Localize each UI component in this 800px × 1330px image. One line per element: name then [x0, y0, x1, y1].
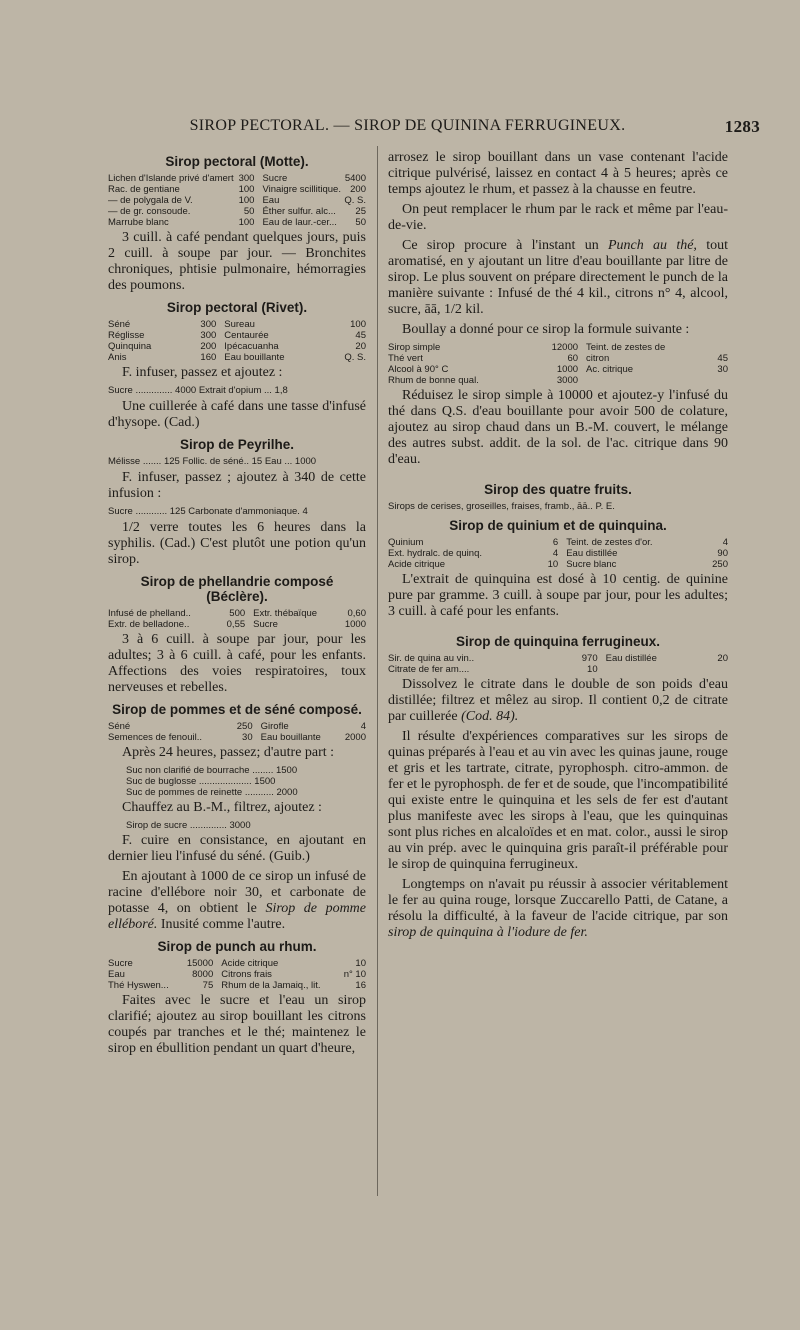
ingredient-qty: 10 [547, 559, 559, 570]
ingredient-qty: 90 [717, 548, 728, 559]
running-header [125, 117, 760, 141]
ingredient-qty: 300 [200, 319, 217, 330]
ingredient-sublist [108, 765, 366, 798]
ingredient-name: Semences de fenouil.. [108, 732, 203, 743]
page-number: 1283 [724, 117, 760, 136]
ingredient-name: Teint. de zestes de [586, 342, 666, 353]
ingredient-row [388, 559, 728, 570]
ingredients-table [108, 319, 366, 363]
text-run: Ce sirop procure à l'instant un [402, 238, 608, 253]
ingredient-qty: Q. S. [344, 352, 366, 363]
ingredient-qty: 45 [717, 353, 728, 364]
section-title: Sirop de quinquina ferrugineux. [455, 634, 660, 649]
section-title: Sirop des quatre fruits. [484, 482, 632, 497]
ingredient-name: Quinium [388, 537, 424, 548]
paragraph [388, 677, 728, 725]
ingredient-row [388, 548, 728, 559]
ingredient-name: Séné [108, 319, 131, 330]
ingredient-name: Eau de laur.-cer... [262, 217, 337, 228]
ingredient-qty: 6 [552, 537, 559, 548]
ingredient-name: Eau [262, 195, 280, 206]
ingredient-line: Suc de pommes de reinette ........... 2000 [126, 787, 298, 798]
ingredient-name: Acide citrique [388, 559, 446, 570]
paragraph: Une cuillerée à café dans une tasse d'infusé d'hysope. (Cad.) [108, 399, 366, 430]
ingredient-qty: 200 [200, 341, 217, 352]
ingredient-name: Sucre [253, 619, 278, 630]
ingredient-qty: 20 [355, 341, 366, 352]
ingredient-line: Sirop de sucre .............. 3000 [126, 820, 251, 831]
ingredient-qty [711, 375, 728, 386]
paragraph: F. cuire en consistance, en ajoutant en dernier lieu l'infusé du séné. (Guib.) [108, 833, 366, 864]
ingredient-row [108, 958, 366, 969]
ingredient-qty [711, 342, 728, 353]
paragraph: Faites avec le sucre et l'eau un sirop clarifié; ajoutez au sirop bouillant les citrons coupés par tranches et le thé; maintenez le sirop en ébullition pendant un quart d'heure, [108, 993, 366, 1056]
ingredient-name: Alcool à 90° C [388, 364, 449, 375]
ingredient-qty: Q. S. [344, 195, 366, 206]
right-column [388, 148, 728, 945]
ingredient-qty: 15000 [186, 958, 214, 969]
ingredient-name: citron [586, 353, 610, 364]
ingredient-sublist [108, 820, 366, 831]
running-title: SIROP PECTORAL. — SIROP DE QUININA FERRUGINEUX. [189, 117, 626, 134]
ingredient-qty: 100 [238, 195, 255, 206]
ingredient-row [388, 375, 728, 386]
section-title: Sirop de pommes et de séné composé. [112, 702, 362, 717]
ingredient-name: Infusé de phelland.. [108, 608, 191, 619]
ingredient-name: Eau distillée [566, 548, 618, 559]
ingredient-name: Extr. de belladone.. [108, 619, 190, 630]
ingredient-name: Quinquina [108, 341, 152, 352]
paragraph: 3 cuill. à café pendant quelques jours, puis 2 cuill. à soupe par jour. — Bronchites chroniques, phtisie pulmonaire, hémorragies des poumons. [108, 230, 366, 293]
ingredient-name: Teint. de zestes d'or. [566, 537, 653, 548]
ingredient-row [108, 217, 366, 228]
paragraph: Boullay a donné pour ce sirop la formule suivante : [402, 322, 690, 337]
ingredient-qty: 4 [722, 537, 728, 548]
paragraph: F. infuser, passez et ajoutez : [122, 365, 283, 380]
ingredient-qty: 0,55 [226, 619, 246, 630]
ingredient-qty: 30 [717, 364, 728, 375]
paragraph: Réduisez le sirop simple à 10000 et ajoutez-y l'infusé du thé dans Q.S. d'eau bouillante pour avoir 500 de colature, ajoutez au sirop chaud dans un B.-M. couvert, le mélange des autres subst. addit. de la sol. de l'ac. citrique dans 90 d'eau. [388, 388, 728, 467]
ingredient-name: Extr. thébaïque [253, 608, 318, 619]
column-divider [377, 146, 378, 1196]
ingredient-name: Eau bouillante [260, 732, 321, 743]
ingredient-row [108, 969, 366, 980]
section-title: Sirop de punch au rhum. [157, 939, 317, 954]
ingredient-name: Séné [108, 721, 131, 732]
paragraph: Il résulte d'expériences comparatives sur les sirops de quinas préparés à l'eau et au vin avec les quinas jaune, rouge et gris et les tartrate, citrate, pyrophosph. citro-ammon. de fer et le pyrophosph. de fer et de soude, que l'incompatibilité qui existe entre le quinquina et les sels de fer est d'autant plus manifeste avec les sirops à l'eau, que les quinquinas sont plus riches en alcaloïdes et en mat. color., aussi le sirop au vin prép. avec le quinquina gris paraît-il préférable pour le sirop de quinquina ferrugineux. [388, 729, 728, 872]
ingredient-qty: 75 [202, 980, 214, 991]
ingredients-table [108, 958, 366, 991]
ingredient-name: Thé vert [388, 353, 423, 364]
ingredients-table [388, 537, 728, 570]
text-run: Longtemps on n'avait pu réussir à associer véritablement le fer au quina rouge, lorsque Zuccarello Patti, de Catane, a résolu la difficulté, à la faveur de l'acide citrique, par son [388, 877, 728, 924]
ingredient-qty: 60 [567, 353, 579, 364]
paragraph: L'extrait de quinquina est dosé à 10 centig. de quinine pure par gramme. 3 cuill. à soupe par jour, pour les adultes; 3 cuill. à café pour les enfants. [388, 572, 728, 619]
ingredient-row [388, 353, 728, 364]
ingredient-row [108, 319, 366, 330]
ingredient-qty: 10 [355, 958, 366, 969]
ingredient-name: Anis [108, 352, 127, 363]
italic-run: Sirop de pomme elléboré. [108, 901, 366, 932]
paragraph: Après 24 heures, passez; d'autre part : [122, 745, 335, 760]
paragraph: 3 à 6 cuill. à soupe par jour, pour les adultes; 3 à 6 cuill. à café, pour les enfants. Affections des voies respiratoires, toux nerveuses et rebelles. [108, 632, 366, 695]
ingredient-line: Suc de buglosse .................... 1500 [126, 776, 276, 787]
ingredient-row [108, 619, 366, 630]
ingredient-line: Suc non clarifié de bourrache ........ 1500 [126, 765, 298, 776]
ingredient-name: Sucre blanc [566, 559, 617, 570]
ingredient-qty: 2000 [344, 732, 366, 743]
section-title: Sirop pectoral (Rivet). [166, 300, 308, 315]
ingredients-table [108, 721, 366, 743]
text-run: Inusité comme l'autre. [157, 917, 286, 932]
ingredient-qty: 50 [243, 206, 255, 217]
ingredient-name: Eau bouillante [224, 352, 285, 363]
ingredient-row [108, 352, 366, 363]
section-title: Sirop pectoral (Motte). [165, 154, 309, 169]
ingredients-table [388, 342, 728, 386]
left-column [108, 148, 366, 1061]
ingredient-name: Girofle [260, 721, 289, 732]
ingredient-name: Ipécacuanha [224, 341, 279, 352]
ingredient-name: Citrons frais [221, 969, 272, 980]
ingredient-qty: 200 [350, 184, 366, 195]
ingredient-name: Eau [108, 969, 125, 980]
section-title: Sirop de phellandrie composé (Béclère). [140, 574, 334, 604]
ingredient-qty: n° 10 [343, 969, 366, 980]
ingredient-qty: 250 [712, 559, 728, 570]
ingredient-row [108, 330, 366, 341]
ingredient-name: — de polygala de V. [108, 195, 193, 206]
paragraph: arrosez le sirop bouillant dans un vase contenant l'acide citrique pulvérisé, laissez en contact 4 à 5 heures; après ce temps ajoutez le rhum, et passez à la chausse en feutre. [388, 150, 728, 197]
ingredient-qty: 8000 [192, 969, 214, 980]
ingredient-name: Sir. de quina au vin.. [388, 653, 475, 664]
paragraph: 1/2 verre toutes les 6 heures dans la syphilis. (Cad.) C'est plutôt une potion qu'un sirop. [108, 520, 366, 567]
ingredient-name: Acide citrique [221, 958, 279, 969]
ingredient-name: Citrate de fer am.... [388, 664, 470, 675]
ingredient-name: — de gr. consoude. [108, 206, 191, 217]
italic-run: (Cod. 84). [461, 709, 519, 724]
ingredient-line: Sirops de cerises, groseilles, fraises, framb., āā.. P. E. [388, 501, 615, 512]
ingredient-qty: 4 [360, 721, 366, 732]
ingredient-row [388, 364, 728, 375]
italic-run: sirop de quinquina à l'iodure de fer. [388, 925, 588, 940]
ingredient-row [108, 341, 366, 352]
ingredient-name: Réglisse [108, 330, 145, 341]
italic-run: Punch au thé, [607, 238, 697, 253]
paragraph: Chauffez au B.-M., filtrez, ajoutez : [122, 800, 322, 815]
ingredient-qty: 16 [355, 980, 366, 991]
ingredient-qty: 10 [587, 664, 598, 675]
ingredient-name: Centaurée [224, 330, 269, 341]
ingredient-row [108, 980, 366, 991]
text-run: En ajoutant à 1000 de ce sirop un infusé de racine d'ellébore noir 30, et carbonate de potasse 4, on obtient le [108, 869, 366, 916]
ingredient-line: Sucre .............. 4000 Extrait d'opium ... 1,8 [108, 385, 288, 396]
paragraph [108, 869, 366, 933]
ingredient-name: Rhum de bonne qual. [388, 375, 479, 386]
ingredient-row [108, 173, 366, 184]
ingredient-name: Sureau [224, 319, 255, 330]
paragraph: F. infuser, passez ; ajoutez à 340 de cette infusion : [108, 470, 366, 501]
ingredient-qty: 4 [552, 548, 559, 559]
ingredient-qty: 50 [355, 217, 366, 228]
ingredient-qty: 970 [581, 653, 598, 664]
ingredient-name: Rac. de gentiane [108, 184, 180, 195]
paragraph [388, 877, 728, 941]
ingredient-qty: 0,60 [347, 608, 366, 619]
ingredient-name: Vinaigre scillitique. [262, 184, 341, 195]
ingredient-name: Ac. citrique [586, 364, 634, 375]
ingredient-row [108, 206, 366, 217]
text-run: tout aromatisé, en y ajoutant un litre d'eau bouillante par litre de sirop. Le plus souvent on prépare directement le punch de la manière suivante : Infusé de thé 4 kil., citrons n° 4, alcool, sucre, āā, 1/2 kil. [388, 238, 729, 317]
ingredient-qty: 100 [238, 217, 255, 228]
section-title: Sirop de Peyrilhe. [179, 437, 295, 452]
ingredient-name: Sucre [262, 173, 288, 184]
ingredient-row [108, 721, 366, 732]
ingredient-qty: 500 [229, 608, 246, 619]
ingredient-qty: 300 [238, 173, 255, 184]
ingredient-name: Éther sulfur. alc... [262, 206, 336, 217]
ingredient-row [108, 608, 366, 619]
ingredients-table [108, 173, 366, 228]
paragraph: On peut remplacer le rhum par le rack et même par l'eau-de-vie. [388, 202, 728, 233]
ingredient-qty: 1000 [344, 619, 366, 630]
ingredient-qty: 300 [200, 330, 217, 341]
ingredient-row [388, 653, 728, 664]
ingredient-qty: 5400 [344, 173, 366, 184]
ingredient-row [108, 195, 366, 206]
ingredient-name: Rhum de la Jamaiq., lit. [221, 980, 321, 991]
ingredient-qty: 250 [236, 721, 253, 732]
ingredient-qty: 160 [200, 352, 217, 363]
ingredient-qty: 45 [355, 330, 366, 341]
ingredient-line: Mélisse ....... 125 Follic. de séné.. 15 Eau ... 1000 [108, 456, 317, 467]
paragraph [388, 238, 728, 318]
section-title: Sirop de quinium et de quinquina. [449, 518, 667, 533]
ingredient-name: Eau distillée [605, 653, 657, 664]
ingredient-row [388, 342, 728, 353]
ingredient-qty: 100 [238, 184, 255, 195]
ingredient-name: Marrube blanc [108, 217, 169, 228]
ingredient-name [586, 375, 711, 386]
ingredients-table [108, 608, 366, 630]
ingredient-line: Sucre ............ 125 Carbonate d'ammoniaque. 4 [108, 506, 308, 517]
ingredient-qty: 3000 [556, 375, 579, 386]
ingredient-qty: 1000 [556, 364, 579, 375]
ingredient-qty: 12000 [551, 342, 579, 353]
ingredient-row [388, 664, 728, 675]
ingredient-name [606, 664, 707, 675]
ingredient-qty: 30 [242, 732, 253, 743]
ingredient-row [108, 184, 366, 195]
ingredient-qty: 25 [355, 206, 366, 217]
ingredient-name: Thé Hyswen... [108, 980, 169, 991]
ingredient-name: Lichen d'Islande privé d'amert [108, 173, 234, 184]
text-run: Dissolvez le citrate dans le double de son poids d'eau distillée; filtrez et mêlez au sirop. Il contient 0,2 de citrate par cuillerée [388, 677, 728, 724]
ingredient-name: Sirop simple [388, 342, 441, 353]
ingredient-name: Ext. hydralc. de quinq. [388, 548, 482, 559]
ingredient-qty: 100 [350, 319, 366, 330]
ingredient-row [388, 537, 728, 548]
ingredient-qty [707, 664, 728, 675]
ingredient-row [108, 732, 366, 743]
ingredient-qty: 20 [717, 653, 728, 664]
ingredient-name: Sucre [108, 958, 133, 969]
ingredients-table [388, 653, 728, 675]
